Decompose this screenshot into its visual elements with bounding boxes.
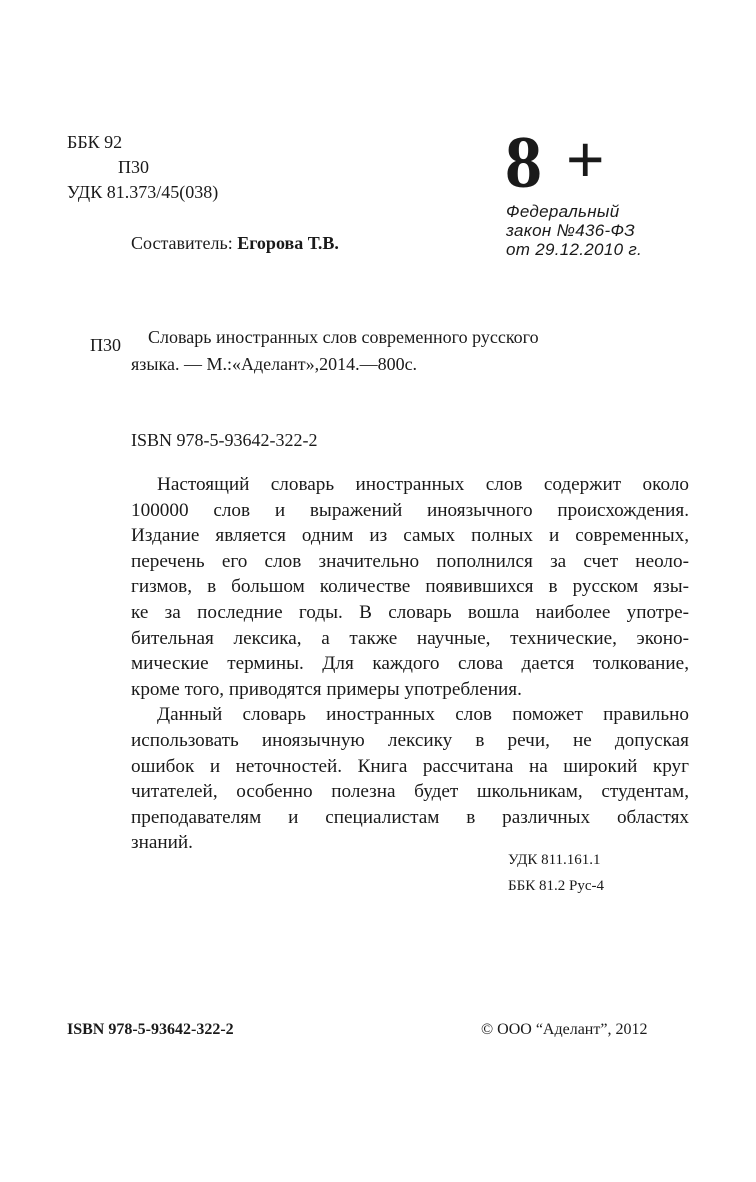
bibliographic-mark: П30 xyxy=(90,335,121,355)
federal-law-reference xyxy=(506,202,642,259)
isbn-footer: ISBN 978-5-93642-322-2 xyxy=(67,1021,234,1038)
annotation-line: знаний. xyxy=(131,832,193,854)
copyright: © ООО “Аделант”, 2012 xyxy=(481,1021,648,1038)
law-line: от 29.12.2010 г. xyxy=(506,240,643,259)
author-mark: П30 xyxy=(118,157,149,177)
annotation-line: использовать иноязычную лексику в речи, не допуская xyxy=(131,729,689,751)
age-rating-plus: + xyxy=(566,122,605,196)
annotation-line: гизмов, в большом количестве появившихся в русском язы- xyxy=(131,576,689,598)
bibliographic-title-line1: Словарь иностранных слов современного русского xyxy=(148,327,539,347)
udk-code: УДК 81.373/45(038) xyxy=(67,182,219,202)
bbk-code: ББК 92 xyxy=(67,132,123,152)
udk-index: УДК 811.161.1 xyxy=(508,852,601,868)
law-line: Федеральный xyxy=(506,202,620,221)
annotation-line: читателей, особенно полезна будет школьникам, студентам, xyxy=(131,781,689,803)
annotation-line: перечень его слов значительно пополнился за счет неоло- xyxy=(131,550,689,572)
law-line: закон №436-ФЗ xyxy=(506,221,636,240)
annotation xyxy=(131,472,689,856)
annotation-line: 100000 слов и выражений иноязычного происхождения. xyxy=(131,499,689,521)
annotation-line: преподавателям и специалистам в различных областях xyxy=(131,806,689,828)
annotation-line: кроме того, приводятся примеры употребления. xyxy=(131,678,522,700)
annotation-line: Издание является одним из самых полных и современных, xyxy=(131,525,689,547)
bibliographic-title-line2: языка. — М.:«Аделант»,2014.—800с. xyxy=(131,354,418,374)
annotation-line: мические термины. Для каждого слова дается толкование, xyxy=(131,653,689,675)
annotation-line: ошибок и неточностей. Книга рассчитана на широкий круг xyxy=(131,755,689,777)
annotation-line: Настоящий словарь иностранных слов содержит около xyxy=(157,474,689,495)
compiler-name: Егорова Т.В. xyxy=(237,233,339,253)
isbn-top: ISBN 978-5-93642-322-2 xyxy=(131,430,318,450)
compiler-label: Составитель: xyxy=(131,233,233,253)
compiler-line xyxy=(131,231,339,255)
age-rating-value: 8 xyxy=(505,122,541,204)
bbk-index: ББК 81.2 Рус-4 xyxy=(508,878,604,894)
annotation-line: ке за последние годы. В словарь вошла наиболее употре- xyxy=(131,601,689,623)
annotation-line: бительная лексика, а также научные, технические, эконо- xyxy=(131,627,689,649)
annotation-line: Данный словарь иностранных слов поможет правильно xyxy=(157,704,689,726)
